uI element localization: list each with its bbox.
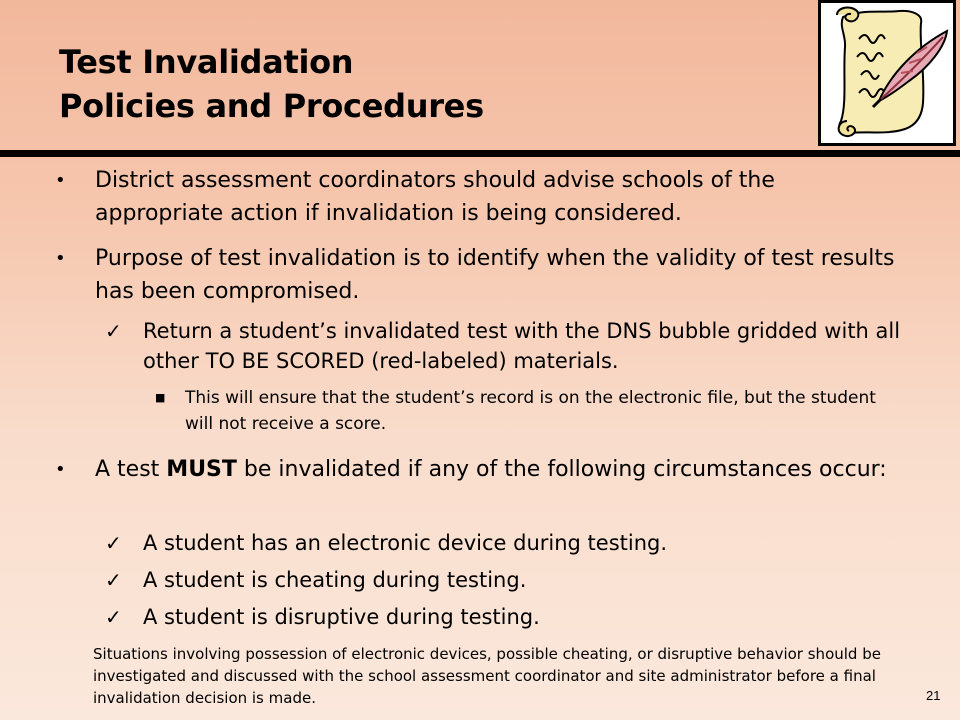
bullet-text-pre: A test [95,457,167,482]
title-line-2: Policies and Procedures [59,87,484,125]
page-number: 21 [926,688,941,703]
sub-sub-bullet-record [155,385,885,437]
check-icon: ✓ [105,605,122,629]
bullet-item-2 [55,242,905,308]
bullet-item-3 [55,453,905,486]
sub-sub-bullet-text: This will ensure that the student’s record is on the electronic file, but the student will not receive a score. [185,388,876,434]
bullet-marker: • [55,170,66,191]
sub-bullet-text: A student has an electronic device during testing. [143,531,668,555]
square-bullet-icon: ■ [155,391,166,404]
sub-bullet-return-test [105,316,905,376]
sub-bullet-text: A student is disruptive during testing. [143,605,540,629]
sub-bullet-text: A student is cheating during testing. [143,568,527,592]
bullet-text [95,453,905,486]
sub-bullet-electronic-device [105,528,905,558]
sub-bullet-disruptive [105,602,905,632]
bullet-marker: • [55,248,66,269]
title-line-1: Test Invalidation [59,43,354,81]
sub-bullet-text: Return a student’s invalidated test with the DNS bubble gridded with all other TO BE SCORED (red-labeled) materials. [143,319,901,373]
check-icon: ✓ [105,319,122,343]
bullet-text: Purpose of test invalidation is to identify when the validity of test results has been compromised. [95,246,895,304]
bullet-text-post: be invalidated if any of the following circumstances occur: [236,457,887,482]
bullet-item-1 [55,164,905,230]
check-icon: ✓ [105,531,122,555]
scroll-and-quill-icon [818,0,956,146]
slide-title [59,40,484,128]
title-divider [0,150,960,157]
bullet-text-emphasis: MUST [166,457,237,482]
bullet-text: District assessment coordinators should advise schools of the appropriate action if invalidation is being considered. [95,168,775,226]
scroll-clipart [821,3,953,143]
check-icon: ✓ [105,568,122,592]
bullet-marker: • [55,459,66,480]
footnote-paragraph: Situations involving possession of electronic devices, possible cheating, or disruptive behavior should be investigated and discussed with the school assessment coordinator and site administrator before a final invalidation decision is made. [93,645,881,707]
sub-bullet-cheating [105,565,905,595]
